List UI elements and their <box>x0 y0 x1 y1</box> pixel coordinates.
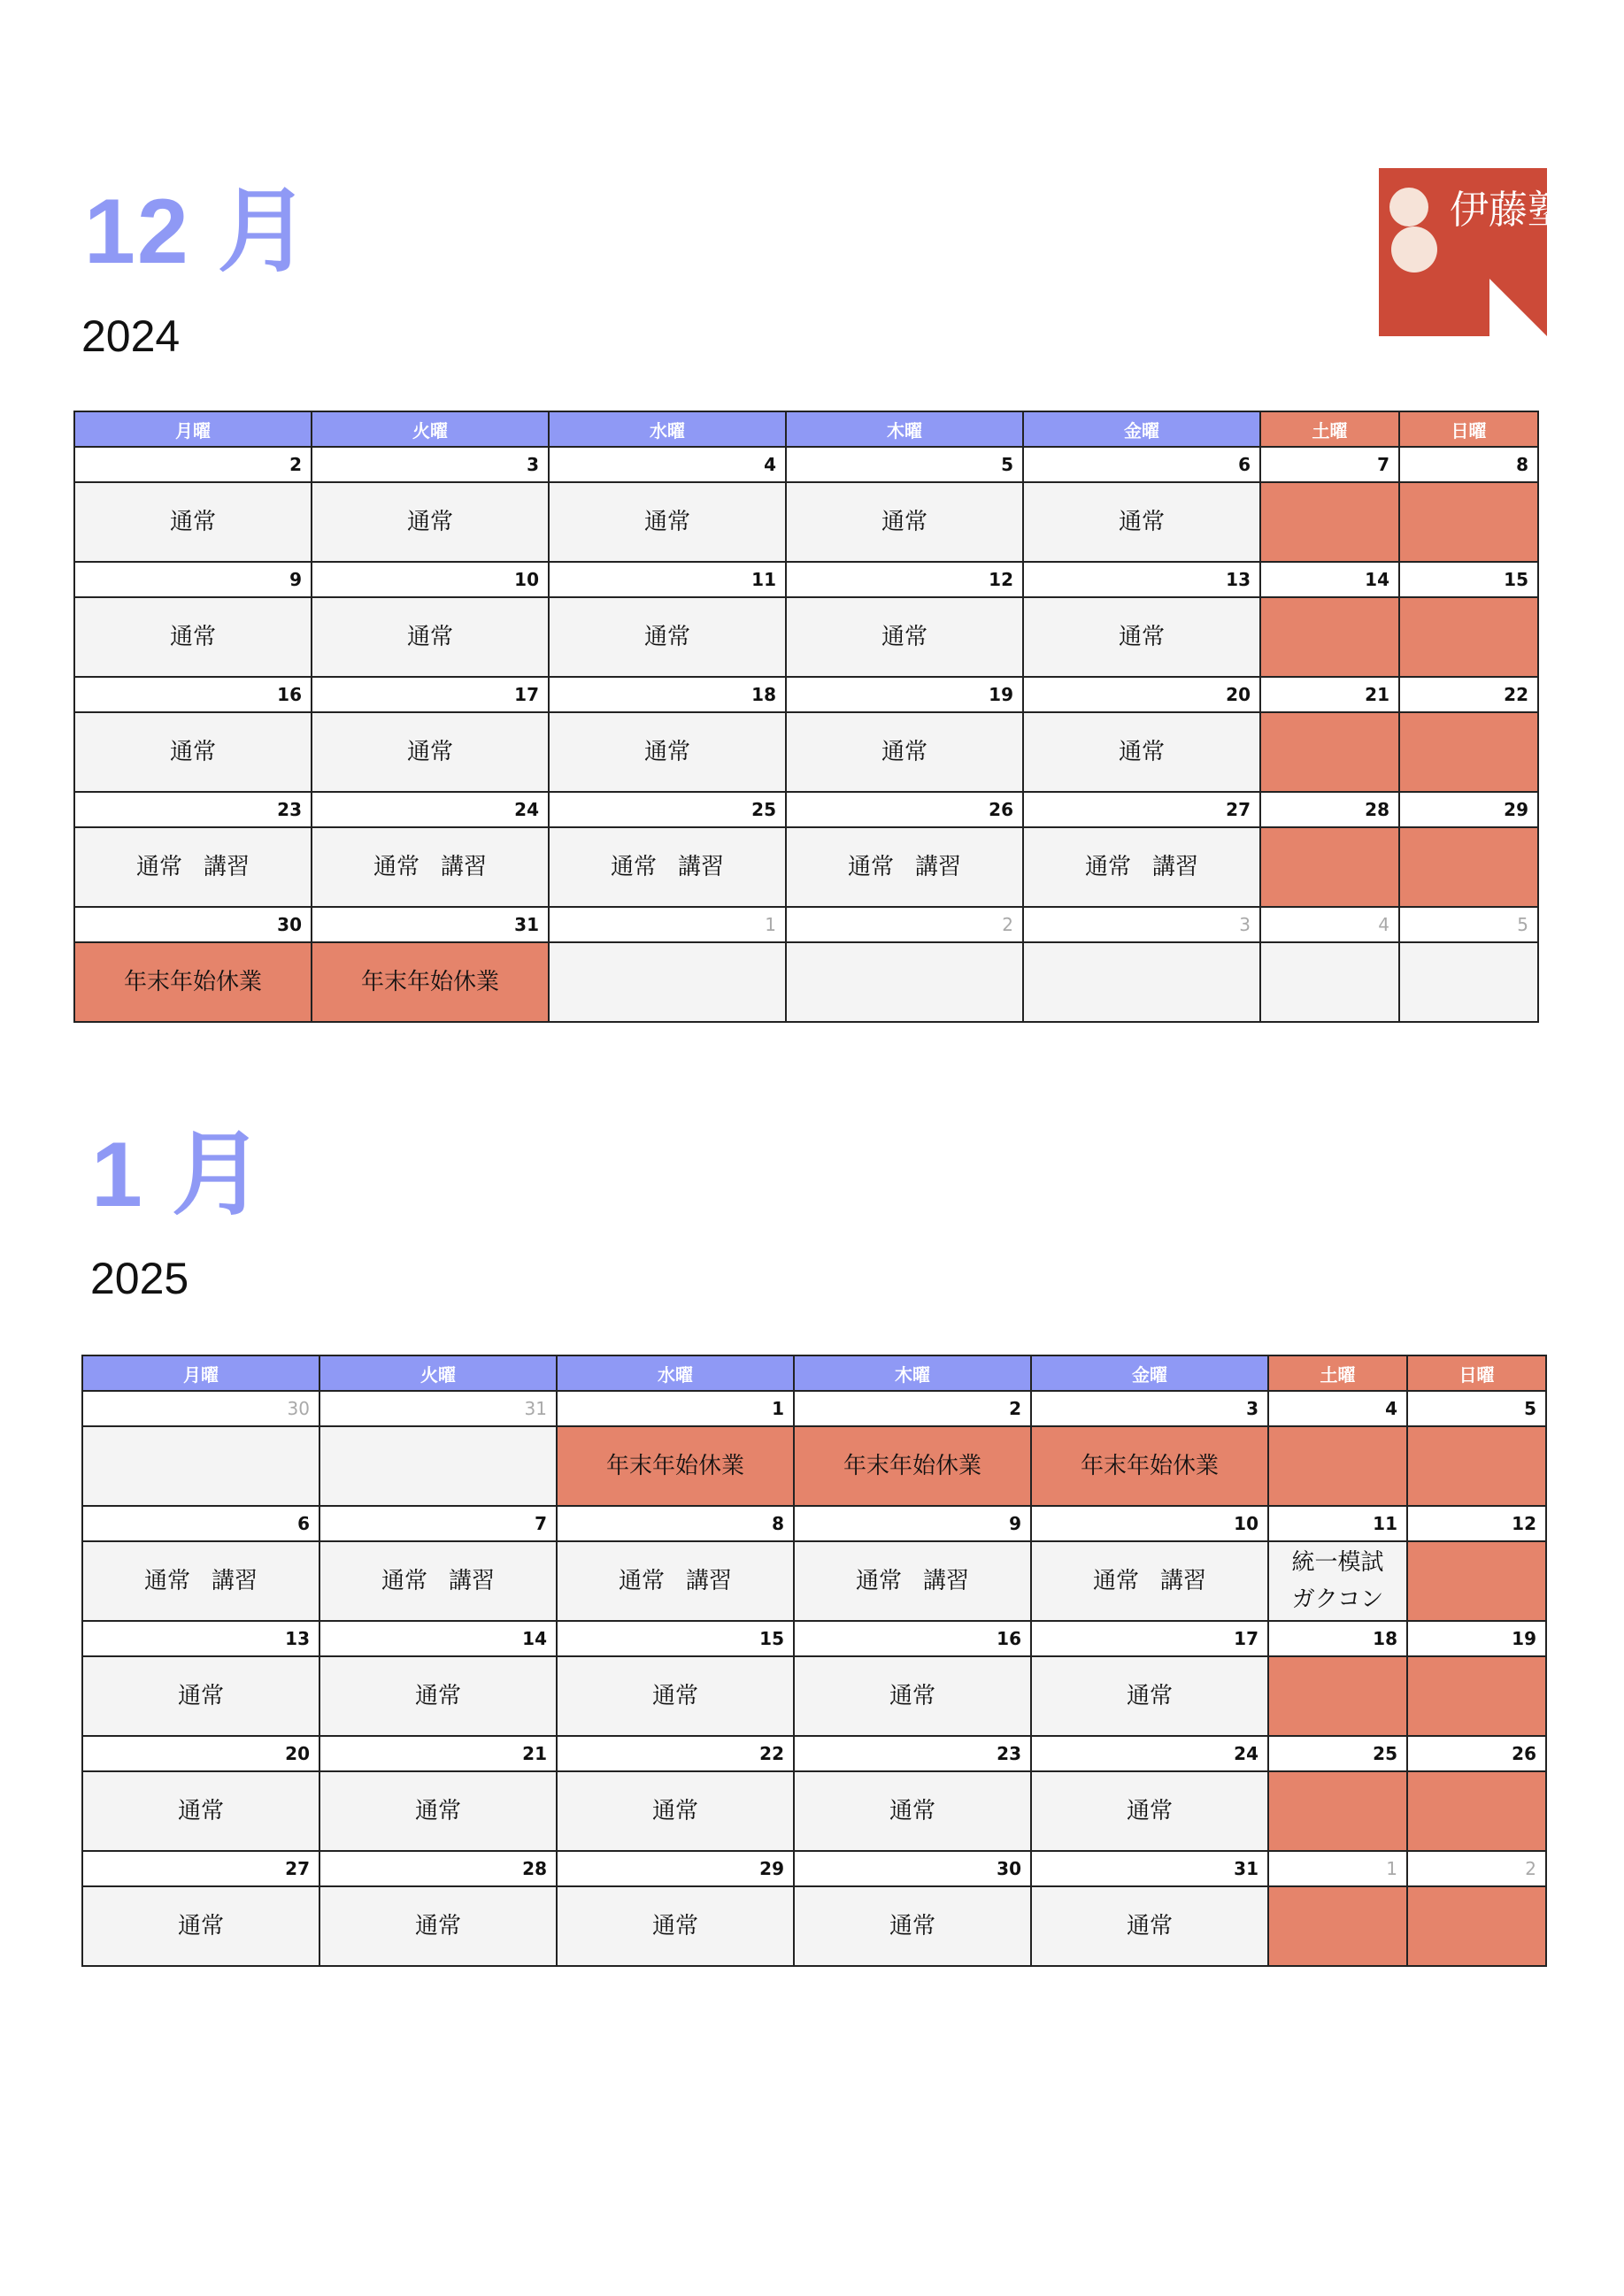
date-number: 13 <box>1023 562 1260 597</box>
date-number: 31 <box>319 1391 557 1426</box>
weekday-header: 金曜 <box>1031 1355 1268 1391</box>
event-label: 通常 <box>1118 739 1165 765</box>
closed-day-cell <box>1399 482 1538 562</box>
date-number: 2 <box>794 1391 1031 1426</box>
event-label: 通常 <box>889 1798 935 1824</box>
date-number: 3 <box>1023 907 1260 942</box>
date-number: 2 <box>74 447 312 482</box>
date-number: 16 <box>794 1621 1031 1656</box>
weekday-header: 水曜 <box>557 1355 794 1391</box>
date-number: 4 <box>549 447 786 482</box>
day-event-cell <box>794 1771 1031 1851</box>
date-number: 13 <box>82 1621 319 1656</box>
date-number: 15 <box>1399 562 1538 597</box>
closed-day-cell <box>1268 1771 1407 1851</box>
day-event-cell <box>549 942 786 1022</box>
date-number-row <box>74 792 1538 827</box>
event-label: 通常 <box>169 624 216 650</box>
event-row <box>82 1771 1546 1851</box>
event-row <box>74 482 1538 562</box>
day-event-cell <box>74 482 312 562</box>
date-number: 26 <box>1407 1736 1546 1771</box>
date-number: 22 <box>1399 677 1538 712</box>
day-event-cell <box>319 1541 557 1621</box>
day-event-cell <box>82 1771 319 1851</box>
date-number-row <box>74 562 1538 597</box>
closed-day-cell <box>1407 1656 1546 1736</box>
closed-day-cell <box>1407 1886 1546 1966</box>
event-row <box>74 827 1538 907</box>
event-label: 通常 <box>847 854 894 880</box>
day-event-cell <box>74 712 312 792</box>
date-number: 31 <box>312 907 549 942</box>
date-number: 2 <box>786 907 1023 942</box>
event-label: 通常 <box>1126 1798 1173 1824</box>
day-event-cell <box>794 1426 1031 1506</box>
event-label: 講習 <box>1152 854 1199 880</box>
date-number: 8 <box>557 1506 794 1541</box>
date-number-row <box>82 1851 1546 1886</box>
event-label: 講習 <box>441 854 488 880</box>
event-label: 講習 <box>678 854 725 880</box>
date-number: 5 <box>1407 1391 1546 1426</box>
date-number-row <box>74 447 1538 482</box>
date-number: 17 <box>1031 1621 1268 1656</box>
year-2024: 2024 <box>81 311 181 361</box>
date-number: 28 <box>319 1851 557 1886</box>
date-number: 7 <box>1260 447 1399 482</box>
event-label: 通常 <box>169 739 216 765</box>
date-number-row <box>82 1506 1546 1541</box>
closed-day-cell <box>1407 1426 1546 1506</box>
day-event-cell <box>549 482 786 562</box>
day-event-cell <box>1023 597 1260 677</box>
weekday-header-row <box>74 411 1538 447</box>
event-label: 通常 <box>643 624 690 650</box>
closed-day-cell <box>1260 482 1399 562</box>
date-number: 7 <box>319 1506 557 1541</box>
date-number: 26 <box>786 792 1023 827</box>
event-label: ガクコン <box>1291 1586 1384 1613</box>
day-event-cell <box>319 1771 557 1851</box>
date-number: 19 <box>1407 1621 1546 1656</box>
day-event-cell <box>1023 942 1260 1022</box>
date-number: 5 <box>786 447 1023 482</box>
day-event-cell <box>786 712 1023 792</box>
date-number: 31 <box>1031 1851 1268 1886</box>
event-label: 通常 <box>381 1568 427 1594</box>
event-label: 通常 <box>1092 1568 1139 1594</box>
event-row <box>74 712 1538 792</box>
closed-day-cell <box>1399 597 1538 677</box>
day-event-cell <box>786 827 1023 907</box>
date-number: 19 <box>786 677 1023 712</box>
event-label: 通常 <box>143 1568 190 1594</box>
day-event-cell <box>1260 942 1399 1022</box>
event-label: 通常 <box>643 739 690 765</box>
day-event-cell <box>74 597 312 677</box>
event-label: 通常 <box>373 854 419 880</box>
calendar-december-2024 <box>73 411 1539 1023</box>
day-event-cell <box>794 1541 1031 1621</box>
date-number: 28 <box>1260 792 1399 827</box>
date-number: 1 <box>557 1391 794 1426</box>
weekday-header: 金曜 <box>1023 411 1260 447</box>
date-number: 10 <box>312 562 549 597</box>
day-event-cell <box>312 827 549 907</box>
day-event-cell <box>312 942 549 1022</box>
day-event-cell <box>794 1886 1031 1966</box>
event-label: 通常 <box>881 739 927 765</box>
closed-day-cell <box>1268 1656 1407 1736</box>
day-event-cell <box>319 1426 557 1506</box>
day-event-cell <box>557 1656 794 1736</box>
closed-day-cell <box>1407 1771 1546 1851</box>
event-label: 通常 <box>643 509 690 535</box>
closed-day-cell <box>1260 597 1399 677</box>
day-event-cell <box>1023 712 1260 792</box>
event-label: 通常 <box>1126 1683 1173 1709</box>
event-label: 通常 <box>414 1683 461 1709</box>
event-label: 通常 <box>889 1913 935 1939</box>
date-number-row <box>74 907 1538 942</box>
date-number: 17 <box>312 677 549 712</box>
event-label: 通常 <box>414 1913 461 1939</box>
day-event-cell <box>82 1656 319 1736</box>
day-event-cell <box>1031 1771 1268 1851</box>
event-label: 年末年始休業 <box>123 969 262 995</box>
event-label: 講習 <box>923 1568 970 1594</box>
date-number: 25 <box>549 792 786 827</box>
day-event-cell <box>794 1656 1031 1736</box>
weekday-header: 月曜 <box>74 411 312 447</box>
date-number: 18 <box>549 677 786 712</box>
closed-day-cell <box>1399 827 1538 907</box>
date-number: 30 <box>82 1391 319 1426</box>
event-label: 年末年始休業 <box>1080 1453 1219 1479</box>
day-event-cell <box>557 1541 794 1621</box>
date-number: 9 <box>74 562 312 597</box>
date-number: 25 <box>1268 1736 1407 1771</box>
event-label: 通常 <box>169 509 216 535</box>
day-event-cell <box>557 1886 794 1966</box>
weekday-header-row <box>82 1355 1546 1391</box>
date-number: 14 <box>1260 562 1399 597</box>
event-row <box>82 1656 1546 1736</box>
day-event-cell <box>82 1426 319 1506</box>
logo-graphic <box>1379 168 1566 336</box>
date-number: 20 <box>1023 677 1260 712</box>
date-number-row <box>82 1736 1546 1771</box>
date-number: 29 <box>557 1851 794 1886</box>
event-label: 通常 <box>881 624 927 650</box>
event-label: 年末年始休業 <box>360 969 499 995</box>
weekday-header: 水曜 <box>549 411 786 447</box>
event-row <box>74 597 1538 677</box>
day-event-cell <box>557 1426 794 1506</box>
ito-juku-logo <box>1379 168 1566 336</box>
event-label: 講習 <box>212 1568 258 1594</box>
date-number-row <box>82 1391 1546 1426</box>
day-event-cell <box>1031 1886 1268 1966</box>
date-number: 20 <box>82 1736 319 1771</box>
event-row <box>74 942 1538 1022</box>
weekday-header: 木曜 <box>794 1355 1031 1391</box>
weekday-header: 木曜 <box>786 411 1023 447</box>
date-number: 21 <box>319 1736 557 1771</box>
date-number: 3 <box>1031 1391 1268 1426</box>
event-label: 通常 <box>1084 854 1131 880</box>
day-event-cell <box>1031 1426 1268 1506</box>
day-event-cell <box>82 1541 319 1621</box>
date-number: 12 <box>786 562 1023 597</box>
date-number: 9 <box>794 1506 1031 1541</box>
date-number: 2 <box>1407 1851 1546 1886</box>
day-event-cell <box>549 827 786 907</box>
day-event-cell <box>786 482 1023 562</box>
event-label: 通常 <box>1118 624 1165 650</box>
date-number: 29 <box>1399 792 1538 827</box>
event-label: 講習 <box>204 854 250 880</box>
event-label: 通常 <box>651 1683 698 1709</box>
date-number: 1 <box>1268 1851 1407 1886</box>
date-number: 11 <box>549 562 786 597</box>
day-event-cell <box>557 1771 794 1851</box>
event-label: 通常 <box>610 854 657 880</box>
date-number: 10 <box>1031 1506 1268 1541</box>
day-event-cell <box>549 597 786 677</box>
date-number: 4 <box>1268 1391 1407 1426</box>
event-label: 統一模試 <box>1291 1549 1384 1576</box>
event-label: 通常 <box>1118 509 1165 535</box>
closed-day-cell <box>1268 1426 1407 1506</box>
closed-day-cell <box>1407 1541 1546 1621</box>
closed-day-cell <box>1260 712 1399 792</box>
date-number-row <box>82 1621 1546 1656</box>
date-number: 6 <box>82 1506 319 1541</box>
date-number: 11 <box>1268 1506 1407 1541</box>
day-event-cell <box>786 597 1023 677</box>
day-event-cell <box>82 1886 319 1966</box>
year-2025: 2025 <box>90 1254 189 1303</box>
date-number: 1 <box>549 907 786 942</box>
day-event-cell <box>1023 482 1260 562</box>
date-number: 24 <box>312 792 549 827</box>
date-number: 22 <box>557 1736 794 1771</box>
event-label: 通常 <box>135 854 182 880</box>
event-label: 通常 <box>1126 1913 1173 1939</box>
event-label: 通常 <box>406 509 453 535</box>
date-number: 18 <box>1268 1621 1407 1656</box>
date-number: 30 <box>794 1851 1031 1886</box>
date-number: 6 <box>1023 447 1260 482</box>
day-event-cell <box>74 827 312 907</box>
closed-day-cell <box>1399 712 1538 792</box>
month-title-december: 12 月 <box>84 180 312 283</box>
event-label: 通常 <box>177 1798 224 1824</box>
event-label: 年末年始休業 <box>843 1453 981 1479</box>
date-number: 5 <box>1399 907 1538 942</box>
date-number: 4 <box>1260 907 1399 942</box>
day-event-cell <box>312 482 549 562</box>
logo-char-1: 伊藤塾 <box>1450 188 1566 233</box>
event-label: 通常 <box>406 739 453 765</box>
event-row <box>82 1541 1546 1621</box>
date-number-row <box>74 677 1538 712</box>
event-label: 通常 <box>618 1568 665 1594</box>
date-number: 16 <box>74 677 312 712</box>
event-row <box>82 1886 1546 1966</box>
weekday-header: 日曜 <box>1399 411 1538 447</box>
event-label: 講習 <box>1160 1568 1207 1594</box>
date-number: 27 <box>1023 792 1260 827</box>
event-label: 通常 <box>414 1798 461 1824</box>
event-label: 通常 <box>651 1798 698 1824</box>
weekday-header: 日曜 <box>1407 1355 1546 1391</box>
event-label: 講習 <box>449 1568 496 1594</box>
event-label: 講習 <box>915 854 962 880</box>
date-number: 24 <box>1031 1736 1268 1771</box>
day-event-cell <box>1399 942 1538 1022</box>
weekday-header: 土曜 <box>1260 411 1399 447</box>
event-label: 通常 <box>855 1568 902 1594</box>
date-number: 15 <box>557 1621 794 1656</box>
event-label: 通常 <box>406 624 453 650</box>
event-label: 年末年始休業 <box>605 1453 744 1479</box>
weekday-header: 火曜 <box>319 1355 557 1391</box>
event-label: 通常 <box>651 1913 698 1939</box>
date-number: 27 <box>82 1851 319 1886</box>
weekday-header: 火曜 <box>312 411 549 447</box>
date-number: 12 <box>1407 1506 1546 1541</box>
event-label: 講習 <box>686 1568 733 1594</box>
date-number: 14 <box>319 1621 557 1656</box>
day-event-cell <box>1031 1656 1268 1736</box>
date-number: 8 <box>1399 447 1538 482</box>
calendar-january-2025 <box>81 1355 1547 1967</box>
event-label: 通常 <box>889 1683 935 1709</box>
day-event-cell <box>312 597 549 677</box>
event-label: 通常 <box>881 509 927 535</box>
date-number: 21 <box>1260 677 1399 712</box>
month-title-january: 1 月 <box>91 1124 266 1226</box>
day-event-cell <box>312 712 549 792</box>
day-event-cell <box>1268 1541 1407 1621</box>
date-number: 23 <box>794 1736 1031 1771</box>
date-number: 30 <box>74 907 312 942</box>
closed-day-cell <box>1260 827 1399 907</box>
date-number: 23 <box>74 792 312 827</box>
day-event-cell <box>74 942 312 1022</box>
weekday-header: 月曜 <box>82 1355 319 1391</box>
day-event-cell <box>319 1886 557 1966</box>
weekday-header: 土曜 <box>1268 1355 1407 1391</box>
day-event-cell <box>549 712 786 792</box>
day-event-cell <box>786 942 1023 1022</box>
event-row <box>82 1426 1546 1506</box>
date-number: 3 <box>312 447 549 482</box>
day-event-cell <box>319 1656 557 1736</box>
day-event-cell <box>1023 827 1260 907</box>
event-label: 通常 <box>177 1683 224 1709</box>
closed-day-cell <box>1268 1886 1407 1966</box>
event-label: 通常 <box>177 1913 224 1939</box>
day-event-cell <box>1031 1541 1268 1621</box>
